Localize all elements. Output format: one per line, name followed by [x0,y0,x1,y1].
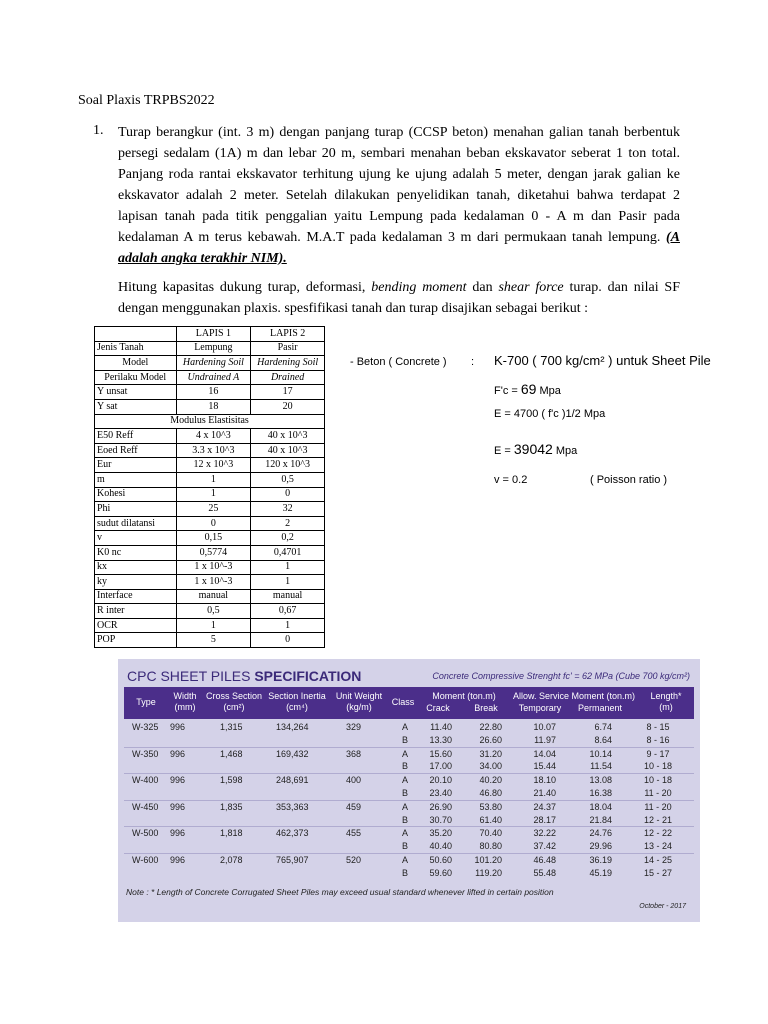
cpc-table-body [124,721,694,880]
cell-class: B [401,867,408,878]
cell-class: B [401,814,408,825]
cell-crack: 50.60 [429,854,452,865]
lapis2-value: manual [251,589,325,604]
cell-class: A [401,854,408,865]
cell-permanent: 36.19 [589,854,612,865]
beton-label: - Beton ( Concrete ) [350,356,447,368]
soil-parameter-table [94,326,325,648]
cell-crack: 35.20 [429,828,452,839]
cell-cross-section: 1,598 [220,775,243,786]
lapis1-value: 1 [176,472,251,487]
table-row [95,618,325,633]
lapis1-value: 0,5 [176,604,251,619]
cell-class: A [401,722,408,732]
header-allow-moment: Allow. Service Moment (ton.m) [512,691,636,701]
lapis1-value: 1 [176,618,251,633]
cell-cross-section: 1,468 [220,748,243,759]
table-row [95,429,325,444]
lapis2-value: 40 x 10^3 [251,429,325,444]
row-label: R inter [95,604,177,619]
row-label: Y unsat [95,385,177,400]
cell-temporary: 24.37 [533,801,556,812]
cpc-header [124,687,694,719]
header-permanent: Permanent [577,703,623,713]
lapis1-value: Undrained A [176,370,251,385]
row-label: K0 nc [95,545,177,560]
table-row [124,773,694,787]
cell-length: 11 - 20 [644,801,672,812]
cell-break: 26.60 [479,734,502,745]
cell-width: 996 [170,722,186,732]
cell-crack: 11.40 [430,722,452,732]
table-row [95,604,325,619]
lapis1-value: 1 x 10^-3 [176,560,251,575]
cell-permanent: 18.04 [589,801,612,812]
cell-length: 12 - 21 [643,814,673,825]
lapis1-value: 18 [176,399,251,414]
header-class: Class [391,697,415,707]
question-number: 1. [93,123,104,138]
table-row [95,516,325,531]
cell-temporary: 18.10 [533,775,556,786]
cell-length: 10 - 18 [643,761,673,772]
header-break: Break [474,703,498,713]
row-label: Model [95,356,177,371]
task-paragraph [118,277,680,319]
lapis2-value: 0,2 [251,531,325,546]
cell-break: 70.40 [479,828,502,839]
lapis2-value: 1 [251,560,325,575]
cell-width: 996 [170,775,186,786]
lapis1-value: 16 [176,385,251,400]
lapis2-value: 0 [251,487,325,502]
concrete-grade: K-700 ( 700 kg/cm² ) untuk Sheet Pile [494,353,711,368]
table-row [124,787,694,800]
beton-colon: : [471,356,475,368]
cpc-title [127,668,361,684]
cpc-spec-panel [118,659,700,922]
cell-width: 996 [170,801,186,812]
e-value [494,441,577,457]
table-row [95,575,325,590]
cell-break: 119.20 [475,867,502,878]
cell-class: A [401,828,408,839]
question-text: Turap berangkur (int. 3 m) dengan panjang turap (CCSP beton) menahan galian tanah berbentuk persegi sedalam (1A) m dan lebar 20 m, sembari menahan beban ekskavator seberat 1 ton total. Panjang roda rantai ekskavator terhitung ujung ke ujung adalah 5 meter, dengan jarak galian ke ekskavator adalah 2 meter. Setelah dilakukan penyelidikan tanah, diketahui bahwa terdapat 2 lapisan tanah pada titik penggalian yaitu Lempung pada kedalaman 0 - A m dan Pasir pada kedalaman A m terus kebawah. M.A.T pada kedalaman 3 m dari permukaan tanah lempung. [118,125,680,245]
cell-length: 15 - 27 [643,867,673,878]
lapis2-value: 32 [251,502,325,517]
table-row [124,747,694,761]
cell-permanent: 8.64 [594,734,612,745]
table-row [124,853,694,867]
cell-section-inertia: 353,363 [276,801,309,812]
cell-section-inertia: 134,264 [276,722,309,732]
cell-temporary: 55.48 [533,867,556,878]
cell-temporary: 32.22 [533,828,556,839]
e-unit: Mpa [552,445,578,457]
lapis2-value: Pasir [251,341,325,356]
cell-break: 46.80 [479,787,502,798]
row-label: Jenis Tanah [95,341,177,356]
nim-note: (A adalah angka terakhir NIM). [118,230,680,266]
lapis2-value: Drained [251,370,325,385]
cpc-title-b: SPECIFICATION [254,668,362,684]
table-row [95,502,325,517]
cell-break: 22.80 [479,722,502,732]
cell-break: 34.00 [479,761,502,772]
cell-cross-section: 2,078 [220,854,243,865]
cell-permanent: 29.96 [589,841,612,852]
cell-temporary: 14.04 [533,748,556,759]
cpc-note: Note : * Length of Concrete Corrugated Sheet Piles may exceed usual standard whenever lifted in certain position [126,887,554,897]
table-header-cell: LAPIS 1 [176,327,251,342]
cell-temporary: 46.48 [533,854,556,865]
row-label: Interface [95,589,177,604]
table-header-cell: LAPIS 2 [251,327,325,342]
task-text: turap. dan nilai SF dengan menggunakan plaxis. spesfifikasi tanah dan turap disajikan sebagai berikut : [118,280,681,316]
cell-permanent: 21.84 [589,814,612,825]
cell-permanent: 11.54 [590,761,612,772]
cell-section-inertia: 765,907 [276,854,309,865]
cell-cross-section: 1,315 [220,722,243,732]
row-label: sudut dilatansi [95,516,177,531]
task-text: dan [466,280,499,295]
cell-class: B [401,841,408,852]
lapis1-value: 1 x 10^-3 [176,575,251,590]
row-label: OCR [95,618,177,633]
cell-crack: 15.60 [429,748,452,759]
cell-class: A [401,748,408,759]
question-paragraph [118,122,680,269]
cell-unit-weight: 520 [346,854,362,865]
table-row [95,370,325,385]
table-row [95,589,325,604]
cell-break: 80.80 [479,841,502,852]
table-row [95,545,325,560]
lapis1-value: 0,15 [176,531,251,546]
table-row [124,867,694,880]
task-text-italic: bending moment [371,280,467,295]
cell-permanent: 24.76 [589,828,612,839]
cell-type: W-400 [132,775,159,786]
cell-temporary: 15.44 [533,761,556,772]
row-label: E50 Reff [95,429,177,444]
header-cross-section: Cross Section (cm²) [205,691,263,712]
row-label: Eoed Reff [95,443,177,458]
lapis2-value: 0,4701 [251,545,325,560]
task-text: Hitung kapasitas dukung turap, deformasi, [118,280,372,295]
cell-unit-weight: 455 [346,828,362,839]
cpc-subtitle: Concrete Compressive Strenght fc' = 62 MPa (Cube 700 kg/cm²) [432,671,690,681]
cell-type: W-350 [132,748,159,759]
cell-break: 61.40 [479,814,502,825]
table-row [95,356,325,371]
table-row [95,531,325,546]
table-row [95,560,325,575]
cell-cross-section: 1,818 [220,828,243,839]
cell-crack: 20.10 [429,775,452,786]
cell-section-inertia: 248,691 [276,775,309,786]
table-row [95,633,325,648]
cell-permanent: 10.14 [589,748,612,759]
cell-length: 12 - 22 [643,828,673,839]
cell-type: W-450 [132,801,159,812]
table-row [95,399,325,414]
cell-length: 14 - 25 [643,854,673,865]
cell-temporary: 37.42 [533,841,556,852]
cell-length: 11 - 20 [644,787,672,798]
cell-unit-weight: 459 [346,801,362,812]
header-moment: Moment (ton.m) [432,691,496,701]
cell-crack: 40.40 [429,841,452,852]
table-row [95,443,325,458]
table-row [95,487,325,502]
table-row [124,734,694,747]
row-label: Kohesi [95,487,177,502]
lapis2-value: 2 [251,516,325,531]
row-label: Y sat [95,399,177,414]
poisson-value: v = 0.2 [494,474,528,486]
header-type: Type [136,697,156,707]
cell-crack: 23.40 [429,787,452,798]
cell-unit-weight: 400 [346,775,362,786]
fc-value [494,381,561,397]
row-label: Perilaku Model [95,370,177,385]
lapis1-value: Lempung [176,341,251,356]
lapis2-value: 0,67 [251,604,325,619]
cell-section-inertia: 462,373 [276,828,309,839]
cell-length: 8 - 16 [646,734,670,745]
lapis1-value: 1 [176,487,251,502]
table-row [95,341,325,356]
header-length: Length* (m) [650,691,682,712]
lapis2-value: 40 x 10^3 [251,443,325,458]
header-unit-weight: Unit Weight (kg/m) [335,691,383,712]
row-label: kx [95,560,177,575]
cell-crack: 17.00 [429,761,452,772]
cell-length: 9 - 17 [646,748,670,759]
cell-unit-weight: 329 [346,722,362,732]
lapis1-value: 12 x 10^3 [176,458,251,473]
lapis2-value: 1 [251,575,325,590]
lapis2-value: 1 [251,618,325,633]
cpc-date: October - 2017 [639,903,686,910]
lapis1-value: 25 [176,502,251,517]
cell-crack: 13.30 [429,734,452,745]
fc-number: 69 [520,381,537,397]
lapis1-value: 0 [176,516,251,531]
cell-permanent: 45.19 [589,867,612,878]
cell-class: A [401,801,408,812]
table-row [124,800,694,814]
cell-temporary: 11.97 [534,734,556,745]
cell-length: 8 - 15 [646,722,670,732]
cell-temporary: 10.07 [533,722,556,732]
row-label: m [95,472,177,487]
header-temporary: Temporary [518,703,562,713]
cell-permanent: 13.08 [589,775,612,786]
fc-label: F'c = [494,385,521,397]
cell-break: 40.20 [479,775,502,786]
cell-type: W-500 [132,828,159,839]
cell-type: W-325 [132,722,159,732]
document-title: Soal Plaxis TRPBS2022 [78,93,215,108]
row-label: Phi [95,502,177,517]
cell-width: 996 [170,854,186,865]
e-formula: E = 4700 ( f'c )1/2 Mpa [494,408,606,420]
cell-class: B [401,787,408,798]
lapis2-value: 120 x 10^3 [251,458,325,473]
lapis1-value: manual [176,589,251,604]
cell-class: B [401,734,408,745]
header-width: Width (mm) [173,691,197,712]
table-row [95,472,325,487]
lapis2-value: 0,5 [251,472,325,487]
table-row [95,458,325,473]
table-row [124,826,694,840]
task-text-italic: shear force [498,280,564,295]
lapis2-value: 0 [251,633,325,648]
cell-unit-weight: 368 [346,748,362,759]
fc-unit: Mpa [536,385,561,397]
cell-crack: 26.90 [429,801,452,812]
cell-length: 10 - 18 [643,775,673,786]
row-label: POP [95,633,177,648]
table-header-row [95,327,325,342]
header-crack: Crack [426,703,450,713]
table-header-cell [95,327,177,342]
cell-type: W-600 [132,854,159,865]
lapis1-value: Hardening Soil [176,356,251,371]
row-label: Eur [95,458,177,473]
lapis1-value: 0,5774 [176,545,251,560]
section-heading: Modulus Elastisitas [95,414,325,429]
table-row [95,385,325,400]
cell-cross-section: 1,835 [220,801,243,812]
cell-temporary: 21.40 [533,787,556,798]
cell-width: 996 [170,828,186,839]
lapis2-value: 20 [251,399,325,414]
cell-section-inertia: 169,432 [276,748,309,759]
cell-length: 13 - 24 [643,841,673,852]
cell-width: 996 [170,748,186,759]
cell-break: 31.20 [479,748,502,759]
cell-crack: 59.60 [429,867,452,878]
cell-permanent: 16.38 [589,787,612,798]
e-number: 39042 [513,441,553,457]
table-row [95,414,325,429]
cell-class: A [401,775,408,786]
cell-temporary: 28.17 [533,814,556,825]
cell-break: 53.80 [479,801,502,812]
lapis2-value: Hardening Soil [251,356,325,371]
cell-break: 101.20 [474,854,502,865]
cpc-title-a: CPC SHEET PILES [127,668,255,684]
cell-class: B [401,761,408,772]
e-label: E = [494,445,514,457]
table-row [124,721,694,734]
cell-crack: 30.70 [429,814,452,825]
table-row [124,760,694,773]
poisson-label: ( Poisson ratio ) [590,474,668,486]
lapis1-value: 5 [176,633,251,648]
lapis1-value: 4 x 10^3 [176,429,251,444]
table-row [124,814,694,827]
cell-permanent: 6.74 [594,722,612,732]
table-row [124,840,694,853]
header-section-inertia: Section Inertia (cm⁴) [268,691,326,712]
row-label: ky [95,575,177,590]
row-label: v [95,531,177,546]
lapis1-value: 3.3 x 10^3 [176,443,251,458]
lapis2-value: 17 [251,385,325,400]
